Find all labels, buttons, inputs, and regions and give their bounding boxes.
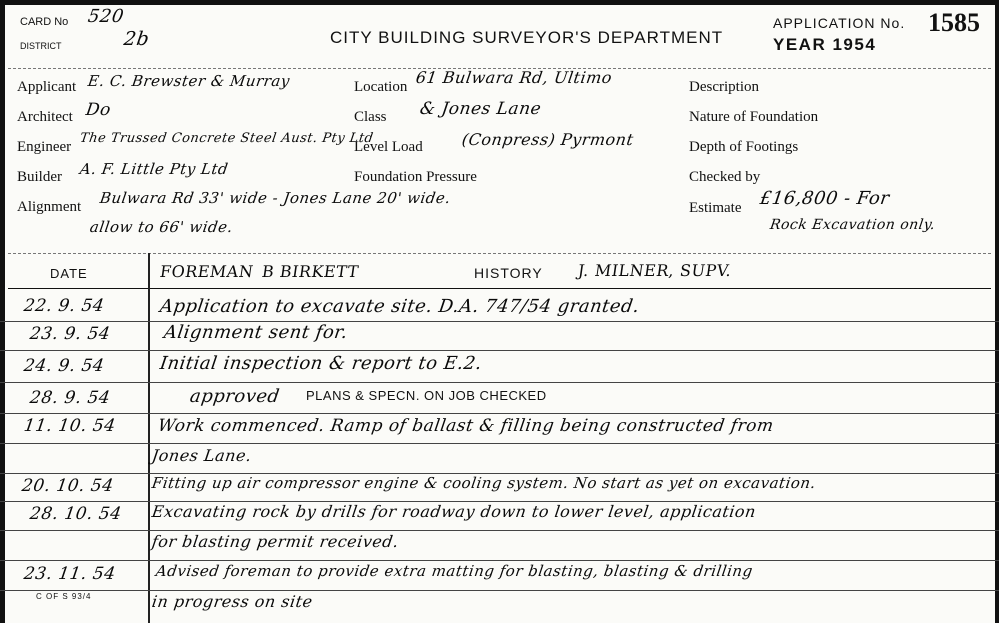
entry-date: 28. 10. 54	[28, 504, 123, 524]
card-border-top	[0, 0, 999, 5]
entry-text-continued: Jones Lane.	[150, 446, 253, 465]
entry-text: Initial inspection & report to E.2.	[158, 353, 484, 374]
year-label: YEAR 1954	[773, 35, 877, 54]
entry-date: 28. 9. 54	[28, 388, 112, 408]
engineer-value: The Trussed Concrete Steel Aust. Pty Ltd	[78, 131, 375, 146]
estimate-value: £16,800 - For	[758, 188, 891, 209]
architect-value: Do	[84, 100, 113, 120]
entry-date: 23. 9. 54	[28, 324, 112, 344]
foreman-value: B BIRKETT	[260, 262, 361, 281]
ruled-line	[0, 350, 999, 351]
estimate-label: Estimate	[689, 200, 742, 216]
applicant-label: Applicant	[17, 79, 77, 95]
application-no-label: APPLICATION No.	[773, 15, 906, 31]
description-label: Description	[689, 79, 759, 95]
builder-label: Builder	[17, 169, 62, 185]
ruled-line	[0, 413, 999, 414]
alignment-value-line2: allow to 66' wide.	[88, 218, 235, 236]
nature-foundation-label: Nature of Foundation	[689, 109, 819, 125]
entry-text: Advised foreman to provide extra matting for blasting, blasting & drilling	[154, 562, 755, 580]
alignment-label: Alignment	[17, 199, 82, 215]
applicant-value: E. C. Brewster & Murray	[86, 72, 292, 90]
class-value: & Jones Lane	[418, 99, 543, 119]
entry-date: 11. 10. 54	[22, 416, 117, 436]
level-load-label: Level Load	[354, 139, 423, 155]
ruled-line	[0, 530, 999, 531]
entry-text-continued: in progress on site	[150, 592, 314, 611]
plans-checked-stamp: PLANS & SPECN. ON JOB CHECKED	[306, 388, 547, 403]
location-value: 61 Bulwara Rd, Ultimo	[414, 68, 614, 87]
entry-date: 22. 9. 54	[22, 296, 106, 316]
ruled-line	[0, 382, 999, 383]
card-no-value: 520	[86, 6, 126, 27]
ruled-line	[0, 560, 999, 561]
entry-text: Fitting up air compressor engine & cooling system. No start as yet on excavation.	[150, 474, 818, 492]
application-no-value: 1585	[928, 8, 980, 37]
checked-by-label: Checked by	[689, 169, 761, 185]
entry-date: 24. 9. 54	[22, 356, 106, 376]
engineer-label: Engineer	[17, 139, 72, 155]
builder-value: A. F. Little Pty Ltd	[78, 160, 230, 178]
alignment-value-line1: Bulwara Rd 33' wide - Jones Lane 20' wide.	[98, 189, 452, 207]
date-column-header: DATE	[50, 266, 88, 281]
ruled-line	[0, 443, 999, 444]
district-label: DISTRICT	[20, 41, 62, 51]
ruled-line	[0, 590, 999, 591]
history-top-rule	[8, 253, 991, 254]
history-value: J. MILNER, SUPV.	[576, 261, 733, 280]
history-header-rule	[8, 288, 991, 289]
entry-text: Alignment sent for.	[162, 322, 350, 343]
depth-footings-label: Depth of Footings	[689, 139, 799, 155]
department-title: CITY BUILDING SURVEYOR'S DEPARTMENT	[330, 28, 724, 47]
entry-text: Excavating rock by drills for roadway down to lower level, application	[150, 502, 758, 521]
date-column-divider	[148, 253, 150, 623]
form-code: C OF S 93/4	[36, 592, 92, 601]
location-label: Location	[354, 79, 408, 95]
entry-date: 23. 11. 54	[22, 564, 117, 584]
history-label: HISTORY	[474, 265, 543, 281]
level-load-value: (Conpress) Pyrmont	[460, 130, 635, 149]
district-value: 2b	[122, 28, 151, 50]
card-no-label: CARD No	[20, 16, 69, 28]
entry-text: Work commenced. Ramp of ballast & filling being constructed from	[156, 416, 775, 436]
entry-date: 20. 10. 54	[20, 476, 115, 496]
entry-text-continued: for blasting permit received.	[150, 532, 401, 551]
foreman-label: FOREMAN	[158, 262, 255, 281]
foundation-pressure-label: Foundation Pressure	[354, 169, 477, 185]
ruled-line	[0, 321, 999, 322]
class-label: Class	[354, 109, 387, 125]
entry-text: Application to excavate site. D.A. 747/54 granted.	[158, 296, 641, 317]
estimate-note: Rock Excavation only.	[768, 217, 937, 233]
architect-label: Architect	[17, 109, 73, 125]
entry-text: approved	[188, 386, 282, 407]
